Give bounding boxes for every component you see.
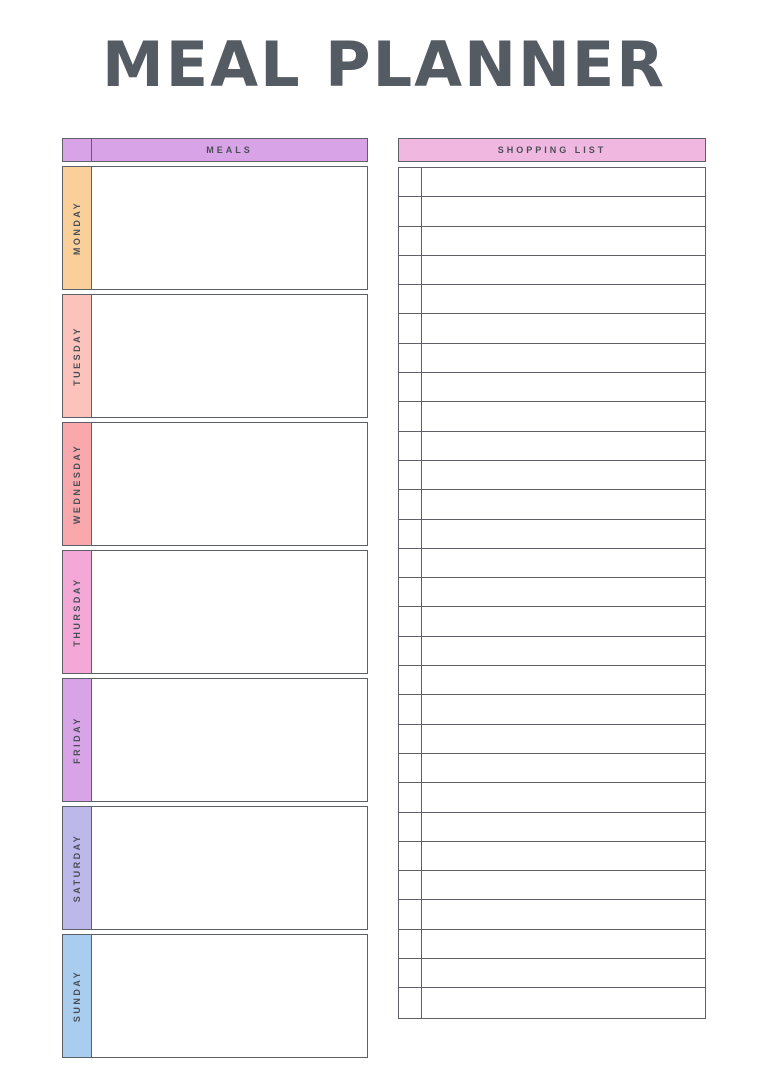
- table-row: [62, 934, 368, 1058]
- shopping-item-input[interactable]: [422, 314, 705, 342]
- checkbox-cell[interactable]: [399, 754, 422, 782]
- meal-entry-saturday[interactable]: [92, 806, 368, 930]
- shopping-item-input[interactable]: [422, 959, 705, 987]
- shopping-item-input[interactable]: [422, 373, 705, 401]
- shopping-item-input[interactable]: [422, 549, 705, 577]
- checkbox-cell[interactable]: [399, 285, 422, 313]
- meal-entry-tuesday[interactable]: [92, 294, 368, 418]
- list-item: [399, 344, 705, 373]
- checkbox-cell[interactable]: [399, 695, 422, 723]
- shopping-item-input[interactable]: [422, 900, 705, 928]
- list-item: [399, 813, 705, 842]
- checkbox-cell[interactable]: [399, 520, 422, 548]
- shopping-list-body: [398, 167, 706, 1019]
- table-row: [62, 422, 368, 546]
- table-row: [62, 166, 368, 290]
- shopping-item-input[interactable]: [422, 432, 705, 460]
- shopping-item-input[interactable]: [422, 725, 705, 753]
- meal-entry-friday[interactable]: [92, 678, 368, 802]
- list-item: [399, 373, 705, 402]
- day-label-text: TUESDAY: [72, 326, 82, 386]
- list-item: [399, 549, 705, 578]
- checkbox-cell[interactable]: [399, 725, 422, 753]
- shopping-item-input[interactable]: [422, 256, 705, 284]
- list-item: [399, 314, 705, 343]
- day-label-friday: [62, 678, 92, 802]
- checkbox-cell[interactable]: [399, 256, 422, 284]
- checkbox-cell[interactable]: [399, 432, 422, 460]
- list-item: [399, 168, 705, 197]
- meals-table: [62, 138, 368, 1058]
- list-item: [399, 900, 705, 929]
- shopping-item-input[interactable]: [422, 344, 705, 372]
- shopping-item-input[interactable]: [422, 168, 705, 196]
- list-item: [399, 607, 705, 636]
- checkbox-cell[interactable]: [399, 344, 422, 372]
- shopping-item-input[interactable]: [422, 578, 705, 606]
- list-item: [399, 637, 705, 666]
- checkbox-cell[interactable]: [399, 813, 422, 841]
- table-row: [62, 678, 368, 802]
- list-item: [399, 842, 705, 871]
- day-label-monday: [62, 166, 92, 290]
- list-item: [399, 227, 705, 256]
- checkbox-cell[interactable]: [399, 871, 422, 899]
- shopping-item-input[interactable]: [422, 197, 705, 225]
- list-item: [399, 930, 705, 959]
- shopping-item-input[interactable]: [422, 695, 705, 723]
- list-item: [399, 402, 705, 431]
- day-label-sunday: [62, 934, 92, 1058]
- checkbox-cell[interactable]: [399, 930, 422, 958]
- list-item: [399, 959, 705, 988]
- checkbox-cell[interactable]: [399, 959, 422, 987]
- shopping-item-input[interactable]: [422, 490, 705, 518]
- meal-entry-sunday[interactable]: [92, 934, 368, 1058]
- list-item: [399, 666, 705, 695]
- checkbox-cell[interactable]: [399, 783, 422, 811]
- page-title: MEAL PLANNER: [102, 28, 666, 101]
- checkbox-cell[interactable]: [399, 900, 422, 928]
- meal-entry-monday[interactable]: [92, 166, 368, 290]
- checkbox-cell[interactable]: [399, 461, 422, 489]
- meals-header-label: MEALS: [92, 138, 368, 162]
- list-item: [399, 285, 705, 314]
- list-item: [399, 783, 705, 812]
- shopping-item-input[interactable]: [422, 842, 705, 870]
- checkbox-cell[interactable]: [399, 314, 422, 342]
- day-label-text: SUNDAY: [72, 969, 82, 1023]
- meal-entry-wednesday[interactable]: [92, 422, 368, 546]
- list-item: [399, 725, 705, 754]
- checkbox-cell[interactable]: [399, 842, 422, 870]
- shopping-item-input[interactable]: [422, 783, 705, 811]
- checkbox-cell[interactable]: [399, 607, 422, 635]
- day-label-text: FRIDAY: [72, 716, 82, 764]
- checkbox-cell[interactable]: [399, 578, 422, 606]
- day-label-text: MONDAY: [72, 200, 82, 256]
- list-item: [399, 461, 705, 490]
- day-label-text: WEDNESDAY: [72, 443, 82, 525]
- list-item: [399, 256, 705, 285]
- list-item: [399, 197, 705, 226]
- list-item: [399, 754, 705, 783]
- checkbox-cell[interactable]: [399, 490, 422, 518]
- list-item: [399, 578, 705, 607]
- checkbox-cell[interactable]: [399, 402, 422, 430]
- meals-header-corner: [62, 138, 92, 162]
- checkbox-cell[interactable]: [399, 197, 422, 225]
- shopping-list-header: SHOPPING LIST: [398, 138, 706, 162]
- day-label-saturday: [62, 806, 92, 930]
- shopping-item-input[interactable]: [422, 520, 705, 548]
- list-item: [399, 490, 705, 519]
- checkbox-cell[interactable]: [399, 666, 422, 694]
- checkbox-cell[interactable]: [399, 549, 422, 577]
- table-row: [62, 294, 368, 418]
- checkbox-cell[interactable]: [399, 168, 422, 196]
- list-item: [399, 520, 705, 549]
- day-label-text: SATURDAY: [72, 833, 82, 903]
- shopping-item-input[interactable]: [422, 930, 705, 958]
- checkbox-cell[interactable]: [399, 227, 422, 255]
- meal-entry-thursday[interactable]: [92, 550, 368, 674]
- shopping-item-input[interactable]: [422, 607, 705, 635]
- shopping-list-table: [398, 138, 706, 1019]
- list-item: [399, 432, 705, 461]
- shopping-item-input[interactable]: [422, 813, 705, 841]
- list-item: [399, 988, 705, 1017]
- list-item: [399, 871, 705, 900]
- day-label-tuesday: [62, 294, 92, 418]
- shopping-item-input[interactable]: [422, 871, 705, 899]
- day-label-thursday: [62, 550, 92, 674]
- shopping-item-input[interactable]: [422, 637, 705, 665]
- table-row: [62, 806, 368, 930]
- shopping-item-input[interactable]: [422, 227, 705, 255]
- shopping-item-input[interactable]: [422, 754, 705, 782]
- shopping-item-input[interactable]: [422, 666, 705, 694]
- shopping-item-input[interactable]: [422, 461, 705, 489]
- checkbox-cell[interactable]: [399, 373, 422, 401]
- shopping-item-input[interactable]: [422, 402, 705, 430]
- shopping-item-input[interactable]: [422, 285, 705, 313]
- list-item: [399, 695, 705, 724]
- meals-header-row: [62, 138, 368, 162]
- shopping-item-input[interactable]: [422, 988, 705, 1017]
- day-label-wednesday: [62, 422, 92, 546]
- checkbox-cell[interactable]: [399, 637, 422, 665]
- day-label-text: THURSDAY: [72, 577, 82, 647]
- checkbox-cell[interactable]: [399, 988, 422, 1017]
- table-row: [62, 550, 368, 674]
